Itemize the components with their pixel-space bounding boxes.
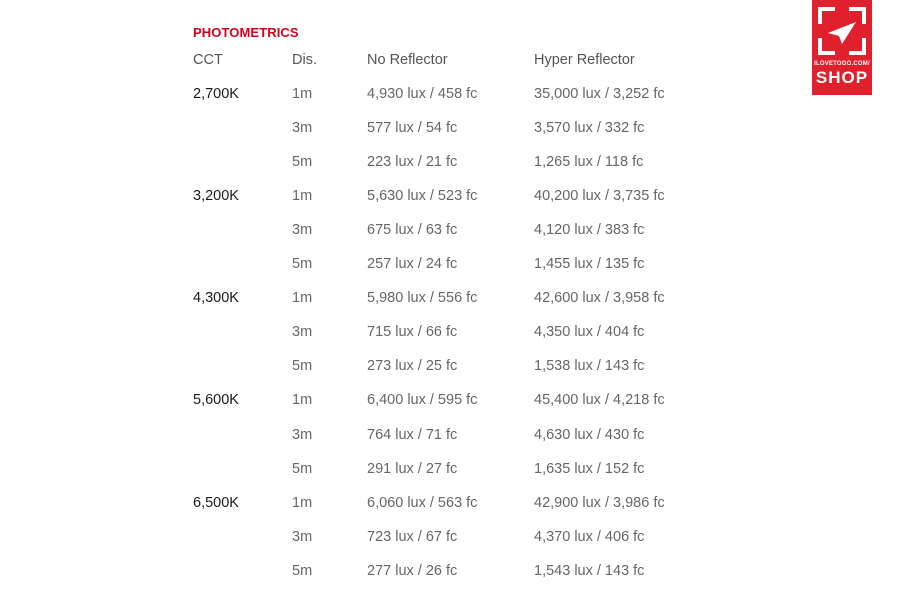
- logo-site-text: ILOVETOGO.COM/: [814, 61, 870, 67]
- shop-logo[interactable]: [812, 0, 872, 95]
- cct-label: 3,200K: [193, 188, 239, 204]
- distance-cell: 3m: [292, 120, 313, 136]
- header-hyper-reflector: Hyper Reflector: [534, 52, 635, 68]
- no-reflector-cell: 4,930 lux / 458 fc: [367, 86, 478, 102]
- distance-cell: 1m: [292, 188, 313, 204]
- no-reflector-cell: 715 lux / 66 fc: [367, 324, 458, 340]
- distance-cell: 3m: [292, 222, 313, 238]
- no-reflector-cell: 675 lux / 63 fc: [367, 222, 458, 238]
- no-reflector-cell: 291 lux / 27 fc: [367, 461, 458, 477]
- no-reflector-cell: 723 lux / 67 fc: [367, 529, 458, 545]
- distance-cell: 5m: [292, 154, 313, 170]
- hyper-reflector-cell: 1,543 lux / 143 fc: [534, 563, 645, 579]
- distance-cell: 5m: [292, 358, 313, 374]
- hyper-reflector-cell: 4,370 lux / 406 fc: [534, 529, 645, 545]
- distance-cell: 1m: [292, 290, 313, 306]
- hyper-reflector-cell: 4,350 lux / 404 fc: [534, 324, 645, 340]
- cct-label: 4,300K: [193, 290, 239, 306]
- distance-cell: 3m: [292, 529, 313, 545]
- no-reflector-cell: 273 lux / 25 fc: [367, 358, 458, 374]
- distance-cell: 5m: [292, 256, 313, 272]
- hyper-reflector-cell: 42,900 lux / 3,986 fc: [534, 495, 665, 511]
- section-title: PHOTOMETRICS: [193, 25, 299, 40]
- distance-cell: 5m: [292, 461, 313, 477]
- hyper-reflector-cell: 1,538 lux / 143 fc: [534, 358, 645, 374]
- distance-cell: 3m: [292, 324, 313, 340]
- no-reflector-cell: 223 lux / 21 fc: [367, 154, 458, 170]
- hyper-reflector-cell: 35,000 lux / 3,252 fc: [534, 86, 665, 102]
- cct-label: 6,500K: [193, 495, 239, 511]
- hyper-reflector-cell: 1,265 lux / 118 fc: [534, 154, 644, 170]
- logo-shop-text: SHOP: [815, 68, 869, 87]
- distance-cell: 5m: [292, 563, 313, 579]
- no-reflector-cell: 257 lux / 24 fc: [367, 256, 458, 272]
- no-reflector-cell: 5,630 lux / 523 fc: [367, 188, 478, 204]
- distance-cell: 3m: [292, 427, 313, 443]
- distance-cell: 1m: [292, 86, 313, 102]
- no-reflector-cell: 5,980 lux / 556 fc: [367, 290, 478, 306]
- no-reflector-cell: 277 lux / 26 fc: [367, 563, 458, 579]
- hyper-reflector-cell: 1,455 lux / 135 fc: [534, 256, 645, 272]
- hyper-reflector-cell: 4,120 lux / 383 fc: [534, 222, 645, 238]
- hyper-reflector-cell: 3,570 lux / 332 fc: [534, 120, 645, 136]
- cct-label: 5,600K: [193, 392, 239, 408]
- no-reflector-cell: 6,060 lux / 563 fc: [367, 495, 478, 511]
- camera-frame-icon: [812, 0, 872, 62]
- header-distance: Dis.: [292, 52, 317, 68]
- hyper-reflector-cell: 40,200 lux / 3,735 fc: [534, 188, 665, 204]
- hyper-reflector-cell: 45,400 lux / 4,218 fc: [534, 392, 665, 408]
- cct-label: 2,700K: [193, 86, 239, 102]
- header-no-reflector: No Reflector: [367, 52, 448, 68]
- paper-plane-icon: [828, 22, 856, 44]
- no-reflector-cell: 577 lux / 54 fc: [367, 120, 458, 136]
- distance-cell: 1m: [292, 495, 313, 511]
- hyper-reflector-cell: 4,630 lux / 430 fc: [534, 427, 645, 443]
- no-reflector-cell: 764 lux / 71 fc: [367, 427, 458, 443]
- hyper-reflector-cell: 42,600 lux / 3,958 fc: [534, 290, 665, 306]
- distance-cell: 1m: [292, 392, 313, 408]
- hyper-reflector-cell: 1,635 lux / 152 fc: [534, 461, 645, 477]
- header-cct: CCT: [193, 52, 223, 68]
- no-reflector-cell: 6,400 lux / 595 fc: [367, 392, 478, 408]
